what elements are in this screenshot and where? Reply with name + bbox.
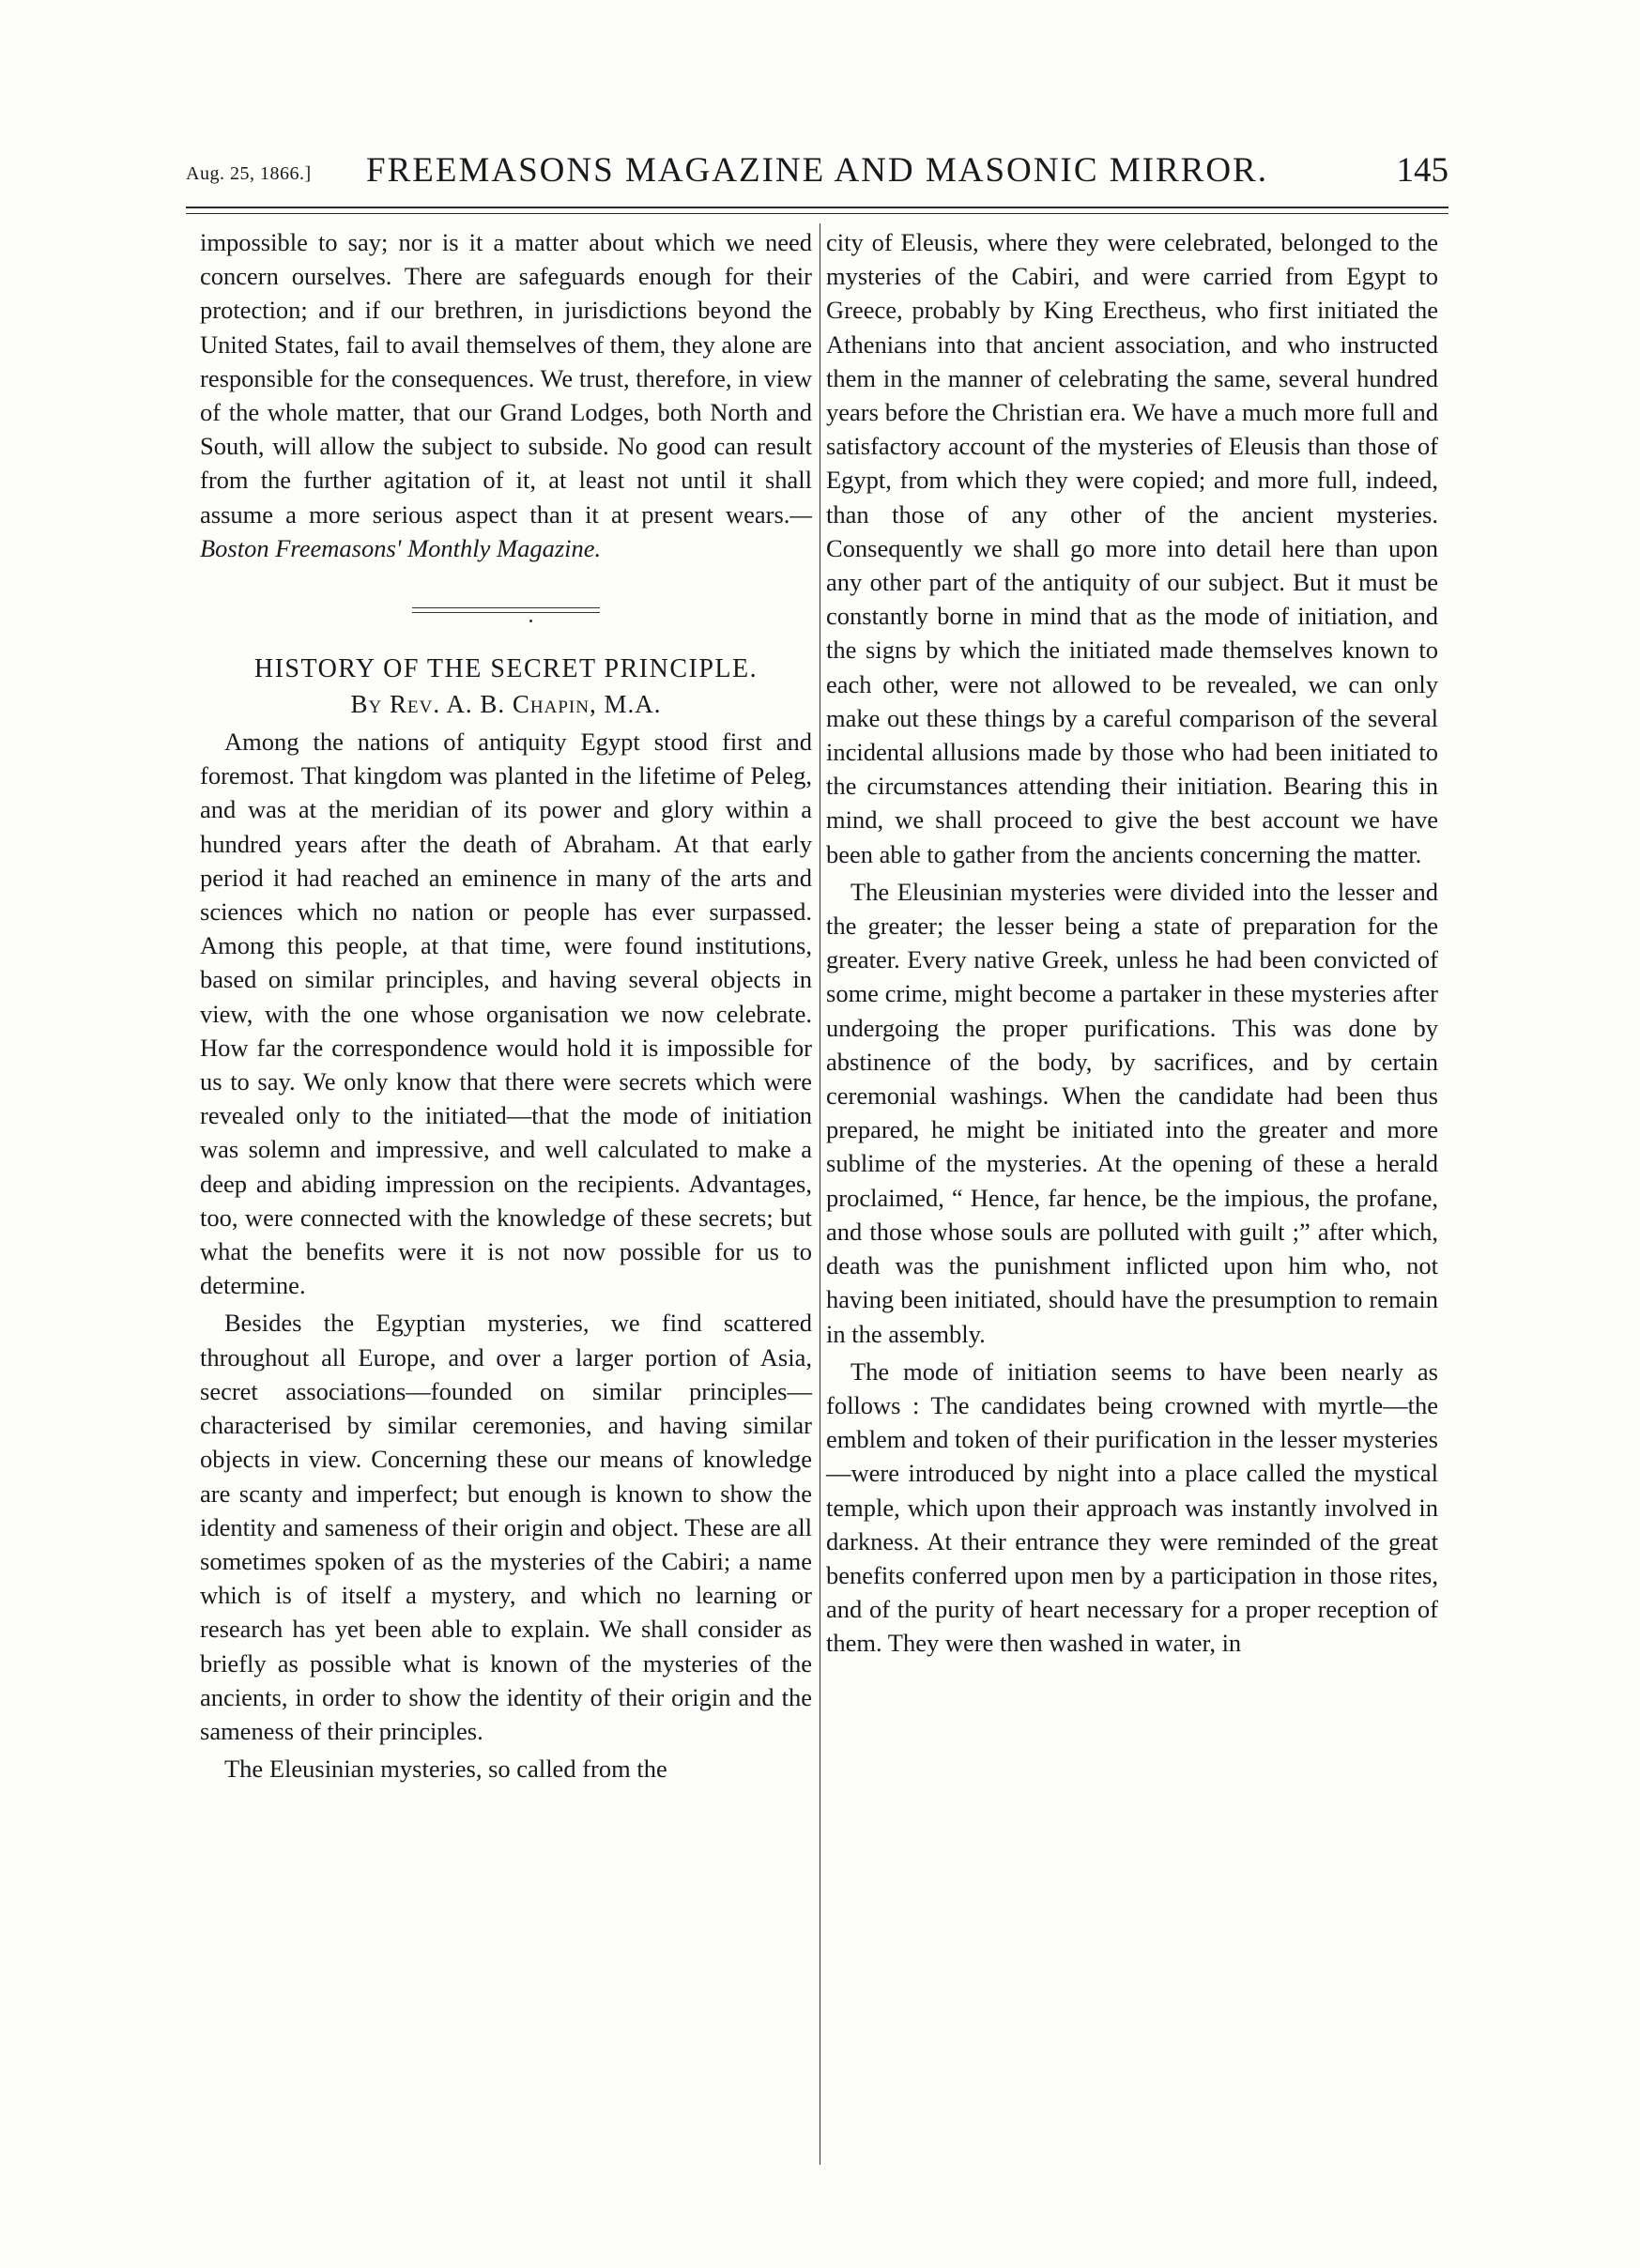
article-paragraph: The Eleusinian mysteries, so called from the: [224, 1755, 667, 1784]
section-separator: [412, 605, 600, 618]
article-paragraph: Among the nations of antiquity Egypt stood first and foremost. That kingdom was planted in the lifetime of Peleg, and was at the meridian of its power and glory within a hundred years after the death of Abraham. At that early period it had reached an eminence in many of the arts and sciences which no nation or people has ever surpassed. Among this people, at that time, were found institutions, based on similar principles, and having several objects in view, with the one whose organisation we now celebrate. How far the correspondence would hold it is impossible for us to say. We only know that there were secrets which were revealed only to the initiated—that the mode of initiation was solemn and impressive, and well calculated to make a deep and abiding impression on the recipients. Advantages, too, were connected with the knowledge of these secrets; but what the benefits were it is not now possible for us to determine.: [200, 728, 812, 1300]
continued-paragraph-text: impossible to say; nor is it a matter about which we need concern ourselves. There are safeguards enough for their protection; and if our brethren, in jurisdictions beyond the United States, fail to avail themselves of them, they alone are responsible for the consequences. We trust, therefore, in view of the whole matter, that our Grand Lodges, both North and South, will allow the subject to subside. No good can result from the further agitation of it, at least not until it shall assume a more serious aspect than it at present wears.: [200, 228, 812, 529]
left-column: [200, 225, 812, 1789]
header-date: Aug. 25, 1866.]: [186, 163, 312, 184]
magazine-title: FREEMASONS MAGAZINE AND MASONIC MIRROR.: [366, 151, 1268, 190]
continued-paragraph: [200, 225, 812, 565]
article-byline: By Rev. A. B. Chapin, M.A.: [350, 690, 662, 719]
article-paragraph: Besides the Egyptian mysteries, we find scattered throughout all Europe, and over a larger portion of Asia, secret associations—founded on similar principles—characterised by similar ceremonies, and having similar objects in view. Concerning these our means of knowledge are scanty and imperfect; but enough is known to show the identity and sameness of their origin and object. These are all sometimes spoken of as the mysteries of the Cabiri; a name which is of itself a mystery, and which no learning or research has yet been able to explain. We shall consider as briefly as possible what is known of the mysteries of the ancients, in order to show the identity of their origin and the sameness of their principles.: [200, 1309, 812, 1745]
article-paragraph: city of Eleusis, where they were celebrated, belonged to the mysteries of the Cabiri, and were carried from Egypt to Greece, probably by King Erectheus, who first initiated the Athenians into that ancient association, and who instructed them in the manner of celebrating the same, several hundred years before the Christian era. We have a much more full and satisfactory account of the mysteries of Eleusis than those of Egypt, from which they were copied; and more full, indeed, than those of any other of the ancient mysteries. Consequently we shall go more into detail here than upon any other part of the antiquity of our subject. But it must be constantly borne in mind that as the mode of initiation, and the signs by which the initiated made themselves known to each other, were not allowed to be revealed, we can only make out these things by a careful comparison of the several incidental allusions made by those who had been initiated to the circumstances attending their initiation. Bearing this in mind, we shall proceed to give the best account we have been able to gather from the ancients concerning the matter.: [826, 228, 1438, 868]
article-paragraph: The mode of initiation seems to have been nearly as follows : The candidates being crowned with myrtle—the emblem and token of their purification in the lesser mysteries—were introduced by night into a place called the mystical temple, which upon their approach was instantly involved in darkness. At their entrance they were reminded of the great benefits conferred upon men by a participation in those rites, and of the purity of heart necessary for a proper reception of them. They were then washed in water, in: [826, 1356, 1438, 1658]
source-attribution: —Boston Freemasons' Monthly Magazine.: [200, 499, 812, 562]
right-column: [826, 225, 1438, 1664]
running-header: [186, 150, 1448, 199]
header-rule-thin: [186, 213, 1448, 214]
article-paragraph: The Eleusinian mysteries were divided into the lesser and the greater; the lesser being a state of preparation for the greater. Every native Greek, unless he had been convicted of some crime, might become a partaker in these mysteries after undergoing the proper purifications. This was done by abstinence of the body, by sacrifices, and by certain ceremonial washings. When the candidate had been thus prepared, he might be initiated into the greater and more sublime of the mysteries. At the opening of these a herald proclaimed, “ Hence, far hence, be the impious, the profane, and those whose souls are polluted with guilt ;” after which, death was the punishment inflicted upon him who, not having been initiated, should have the presumption to remain in the assembly.: [826, 877, 1438, 1348]
article-title: HISTORY OF THE SECRET PRINCIPLE.: [253, 654, 759, 684]
header-rule-thick: [186, 207, 1448, 208]
page-number: 145: [1396, 151, 1448, 190]
